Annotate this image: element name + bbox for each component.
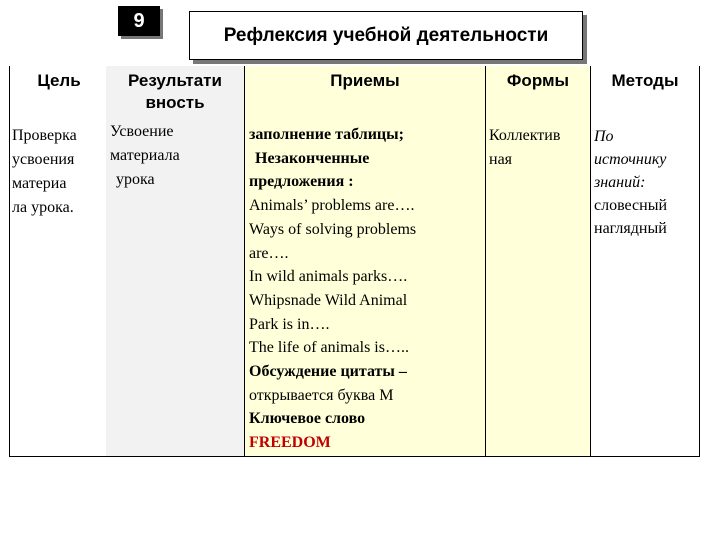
- goal-line: усвоения: [12, 151, 75, 168]
- header-methods: Методы: [611, 71, 679, 90]
- techniques-line: Ways of solving problems: [249, 220, 417, 238]
- header-results-line1: Результати: [128, 71, 222, 90]
- divider-forms: [485, 66, 486, 456]
- cell-goal: [12, 125, 77, 219]
- goal-line: материа: [12, 175, 67, 192]
- methods-line: наглядный: [594, 220, 667, 237]
- techniques-line: открывается буква М: [249, 386, 394, 404]
- techniques-line: Animals’ problems are….: [249, 197, 415, 215]
- results-line: Усвоение: [110, 123, 174, 140]
- methods-line: источнику: [594, 151, 667, 168]
- forms-line: ная: [489, 151, 513, 168]
- techniques-line: Незаконченные: [255, 149, 370, 167]
- goal-line: ла урока.: [12, 199, 74, 216]
- techniques-line: are….: [249, 244, 289, 262]
- header-goal: Цель: [37, 71, 81, 90]
- techniques-line: предложения :: [249, 173, 354, 191]
- cell-results: [110, 120, 180, 192]
- techniques-line: Обсуждение цитаты –: [249, 363, 407, 381]
- techniques-line: In wild animals parks….: [249, 268, 408, 286]
- divider-results: [244, 66, 245, 456]
- table-border-bottom: [9, 456, 700, 457]
- slide-title-text: Рефлексия учебной деятельности: [223, 24, 549, 46]
- divider-methods: [590, 66, 591, 456]
- header-forms: Формы: [506, 71, 570, 90]
- techniques-line: Whipsnade Wild Animal: [249, 291, 408, 309]
- slide-number-badge: 9: [118, 6, 160, 36]
- header-techniques: Приемы: [330, 71, 400, 90]
- cell-techniques: [249, 123, 416, 455]
- cell-methods: [594, 125, 667, 240]
- methods-line: По: [594, 128, 614, 145]
- results-line: материала: [110, 147, 180, 164]
- table-border-right: [699, 66, 700, 456]
- keyword-freedom: FREEDOM: [249, 434, 331, 452]
- methods-line: знаний:: [594, 174, 646, 191]
- techniques-line: Park is in….: [249, 315, 330, 333]
- methods-line: словесный: [594, 197, 668, 214]
- cell-forms: [489, 125, 560, 171]
- header-results: [106, 70, 244, 114]
- slide-title: [189, 11, 583, 60]
- table-border-left: [9, 66, 10, 456]
- forms-line: Коллектив: [489, 127, 561, 144]
- header-results-line2: вность: [145, 93, 205, 112]
- techniques-line: заполнение таблицы;: [249, 126, 404, 143]
- techniques-line: The life of animals is…..: [249, 339, 409, 357]
- goal-line: Проверка: [12, 127, 77, 144]
- techniques-line: Ключевое слово: [249, 410, 366, 428]
- results-line: урока: [116, 171, 155, 188]
